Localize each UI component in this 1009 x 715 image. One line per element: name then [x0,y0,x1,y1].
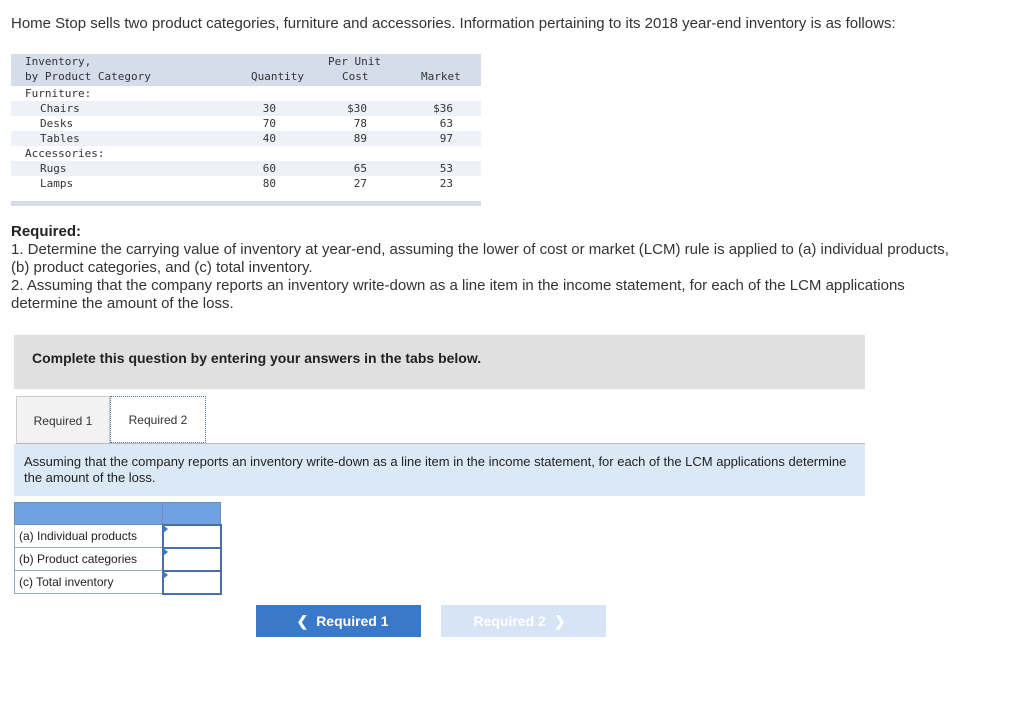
row-market: 63 [439,117,453,130]
cell-marker-icon [163,548,168,556]
row-label: Desks [40,117,74,130]
intro-text: Home Stop sells two product categories, furniture and accessories. Information pertaining to its 2018 year-end inventory is as follows: [11,15,896,32]
row-cost: 65 [353,162,367,175]
row-label: Chairs [40,102,80,115]
required-item-2: 2. Assuming that the company reports an inventory write-down as a line item in the income statement, for each of the LCM applications determine the amount of the loss. [11,277,905,312]
table-row [11,86,481,101]
table-row [15,548,221,571]
answer-header-label-cell [15,503,163,525]
row-cost: 27 [353,177,367,190]
answer-cell [163,548,221,571]
table-row [11,161,481,176]
header-unit-cost-line1: Per Unit [328,55,381,68]
next-button-label: Required 2 [473,613,546,629]
answer-label: (c) Total inventory [15,571,163,594]
answer-label: (a) Individual products [15,525,163,548]
row-label: Accessories: [25,147,105,160]
total-inventory-loss-input[interactable] [164,573,220,592]
row-market: 23 [439,177,453,190]
table-row [11,101,481,116]
row-label: Lamps [40,177,74,190]
row-quantity: 70 [262,117,276,130]
table-row [11,116,481,131]
header-label-line2: by Product Category [25,70,151,83]
table-row [15,571,221,594]
required-instructions [11,223,971,313]
tab-description: Assuming that the company reports an inventory write-down as a line item in the income statement, for each of the LCM applications determine the amount of the loss. [14,444,865,496]
row-cost: $30 [347,102,367,115]
row-cost: 78 [353,117,367,130]
row-quantity: 40 [262,132,276,145]
individual-products-loss-input[interactable] [164,527,220,546]
table-row [11,146,481,161]
instruction-banner: Complete this question by entering your answers in the tabs below. [14,335,865,389]
answer-header-value-cell [163,503,221,525]
chevron-left-icon: ❮ [296,613,309,629]
row-market: $36 [433,102,453,115]
answer-table-header [15,503,221,525]
table-spacer [11,191,481,201]
answer-label: (b) Product categories [15,548,163,571]
row-label: Furniture: [25,87,92,100]
row-label: Tables [40,132,80,145]
inventory-table [11,54,481,206]
prev-button-label: Required 1 [316,613,389,629]
table-row [15,525,221,548]
tab-required-1[interactable]: Required 1 [16,396,110,444]
row-market: 53 [439,162,453,175]
row-market: 97 [439,132,453,145]
row-quantity: 80 [262,177,276,190]
answer-cell [163,571,221,594]
header-quantity: Quantity [251,70,304,83]
table-row [11,131,481,146]
product-categories-loss-input[interactable] [164,550,220,569]
header-label-line1: Inventory, [25,55,92,68]
cell-marker-icon [163,525,168,533]
cell-marker-icon [163,571,168,579]
chevron-right-icon: ❯ [553,613,566,629]
header-market: Market [421,70,461,83]
row-cost: 89 [353,132,367,145]
prev-required-button[interactable] [256,605,421,637]
tab-required-2[interactable]: Required 2 [110,396,206,443]
row-label: Rugs [40,162,67,175]
row-quantity: 60 [262,162,276,175]
header-unit-cost-line2: Cost [342,70,369,83]
table-row [11,176,481,191]
row-quantity: 30 [262,102,276,115]
inventory-table-header [11,54,481,86]
required-title: Required: [11,223,82,240]
required-item-1: 1. Determine the carrying value of inventory at year-end, assuming the lower of cost or market (LCM) rule is applied to (a) individual products, (b) product categories, and (c) total inventory. [11,241,949,276]
answer-cell [163,525,221,548]
next-required-button[interactable] [441,605,606,637]
answer-table [14,502,222,595]
